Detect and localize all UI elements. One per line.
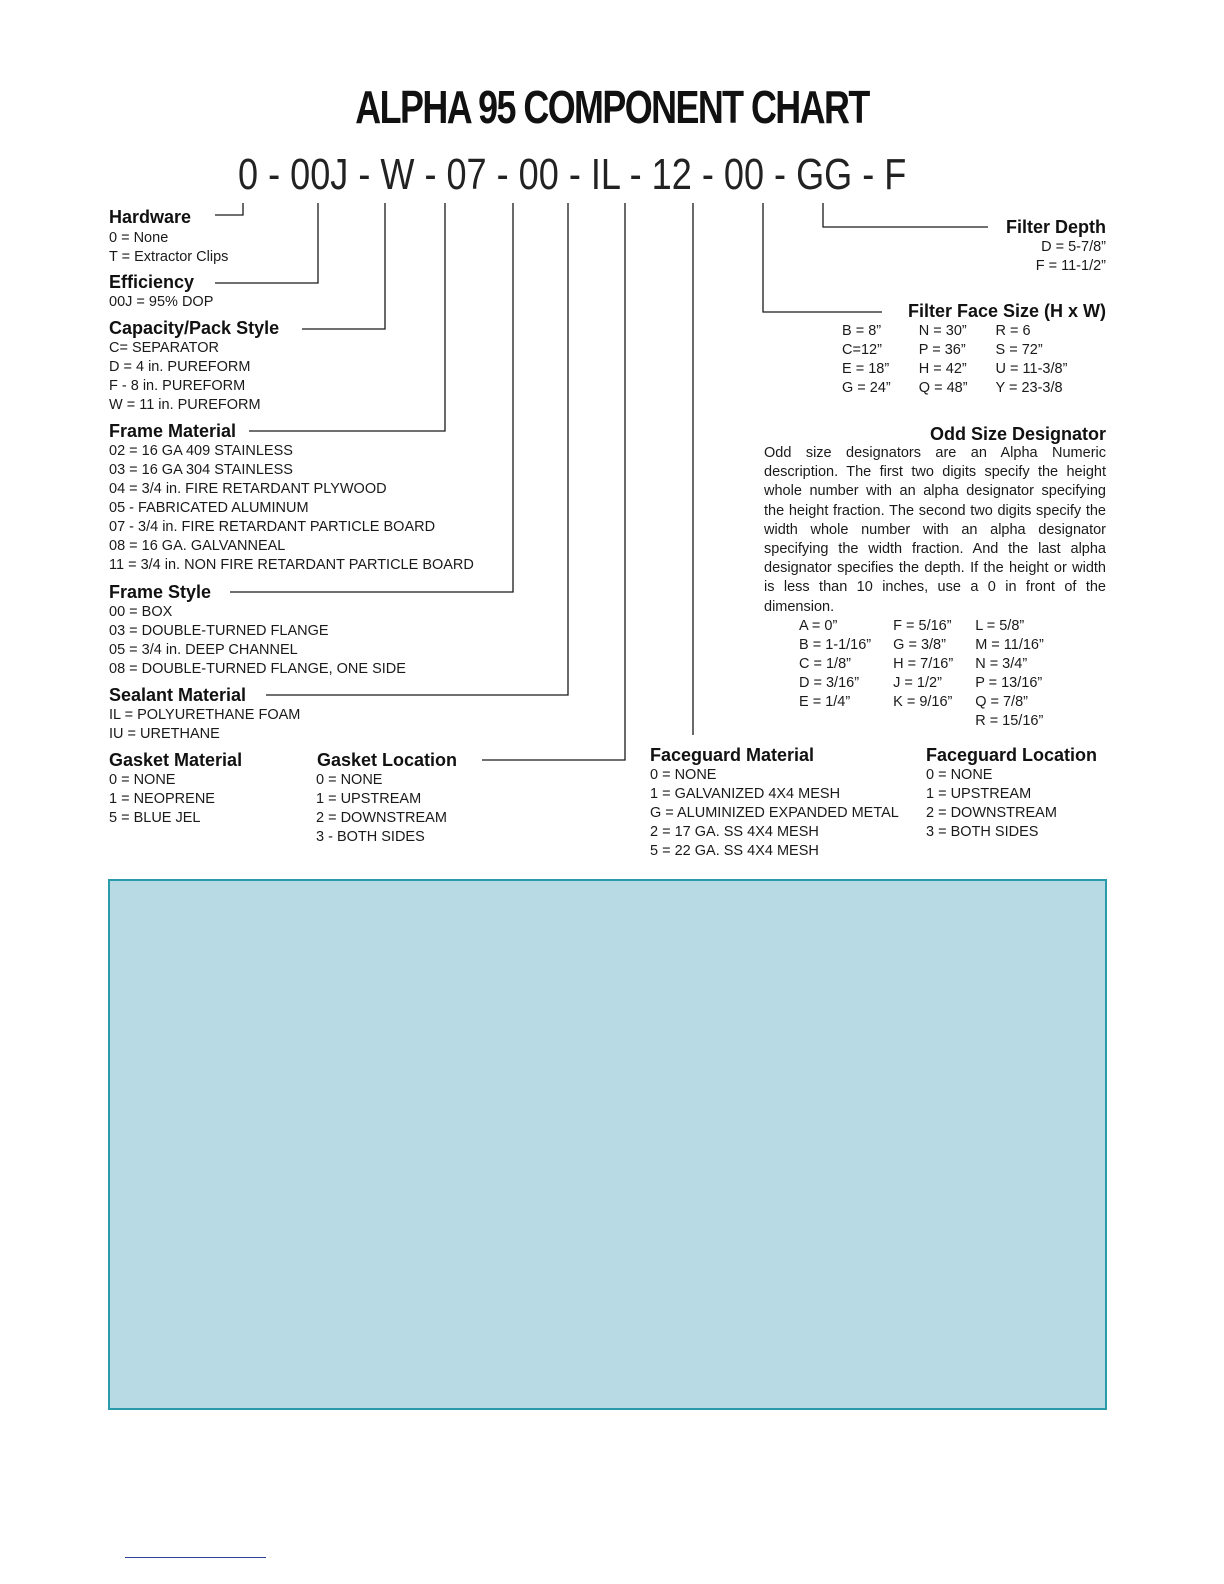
list-item: W = 11 in. PUREFORM	[109, 397, 261, 413]
list-item: F = 11-1/2”	[1035, 258, 1106, 274]
footer-rule	[125, 1557, 266, 1558]
page-title: ALPHA 95 COMPONENT CHART	[355, 81, 869, 133]
list-item: IU = URETHANE	[109, 726, 220, 742]
faceguard-material-list	[650, 766, 899, 861]
grid-item: Q = 48”	[918, 380, 968, 396]
list-item: 0 = NONE	[316, 772, 383, 788]
odd-size-description: Odd size designators are an Alpha Numeric description. The first two digits specify the height whole number with an alpha designator specifying the height fraction. The second two digits specify the width whole number with an alpha designator specifying the width fraction. And the last alpha designator specifies the depth. If the height or width is less than 10 inches, use a 0 in front of the dimension.	[764, 445, 1106, 615]
grid-item: N = 3/4”	[975, 656, 1028, 672]
list-item: 0 = None	[109, 230, 169, 246]
odd-size-heading: Odd Size Designator	[929, 424, 1106, 444]
list-item: 00J = 95% DOP	[109, 294, 214, 310]
grid-item: Q = 7/8”	[975, 694, 1028, 710]
frame-style-heading: Frame Style	[109, 582, 212, 602]
grid-item: C=12”	[842, 342, 882, 358]
sealant-list	[109, 706, 300, 744]
grid-item: R = 15/16”	[975, 713, 1044, 729]
hardware-list	[109, 229, 228, 267]
grid-item: Y = 23-3/8	[995, 380, 1063, 396]
list-item: 07 - 3/4 in. FIRE RETARDANT PARTICLE BOARD	[109, 519, 436, 535]
hardware-heading: Hardware	[109, 207, 192, 227]
list-item: 05 = 3/4 in. DEEP CHANNEL	[109, 642, 298, 658]
list-item: 03 = 16 GA 304 STAINLESS	[109, 462, 293, 478]
list-item: 2 = 17 GA. SS 4X4 MESH	[650, 824, 819, 840]
grid-item: R = 6	[995, 323, 1031, 339]
grid-item: N = 30”	[918, 323, 967, 339]
grid-item: E = 18”	[842, 361, 890, 377]
grid-item: S = 72”	[995, 342, 1043, 358]
grid-item	[893, 712, 953, 731]
grid-item	[799, 712, 871, 731]
list-item: 0 = NONE	[650, 767, 717, 783]
grid-item: E = 1/4”	[799, 694, 851, 710]
list-item: G = ALUMINIZED EXPANDED METAL	[650, 805, 899, 821]
faceguard-material-heading: Faceguard Material	[650, 745, 815, 765]
list-item: 04 = 3/4 in. FIRE RETARDANT PLYWOOD	[109, 481, 387, 497]
list-item: D = 4 in. PUREFORM	[109, 359, 251, 375]
list-item: 2 = DOWNSTREAM	[926, 805, 1057, 821]
list-item: 0 = NONE	[109, 772, 176, 788]
list-item: 0 = NONE	[926, 767, 993, 783]
list-item: 5 = 22 GA. SS 4X4 MESH	[650, 843, 819, 859]
gasket-location-list	[316, 771, 447, 847]
odd-size-grid	[799, 617, 1044, 731]
list-item: 2 = DOWNSTREAM	[316, 810, 447, 826]
filter-depth-heading: Filter Depth	[1005, 217, 1106, 237]
grid-item: G = 3/8”	[893, 637, 946, 653]
grid-item: L = 5/8”	[975, 618, 1025, 634]
efficiency-heading: Efficiency	[109, 272, 195, 292]
list-item: IL = POLYURETHANE FOAM	[109, 707, 301, 723]
grid-item: F = 5/16”	[893, 618, 952, 634]
efficiency-list	[109, 293, 213, 312]
list-item: 3 = BOTH SIDES	[926, 824, 1039, 840]
grid-item: P = 13/16”	[975, 675, 1043, 691]
list-item: F - 8 in. PUREFORM	[109, 378, 246, 394]
grid-item: D = 3/16”	[799, 675, 860, 691]
grid-item: J = 1/2”	[893, 675, 942, 691]
grid-item: H = 42”	[918, 361, 967, 377]
faceguard-location-heading: Faceguard Location	[926, 745, 1098, 765]
list-item: 5 = BLUE JEL	[109, 810, 201, 826]
list-item: 03 = DOUBLE-TURNED FLANGE	[109, 623, 329, 639]
list-item: T = Extractor Clips	[109, 249, 229, 265]
grid-item: P = 36”	[918, 342, 966, 358]
list-item: 00 = BOX	[109, 604, 173, 620]
face-size-grid	[842, 322, 1067, 398]
grid-item: B = 1-1/16”	[799, 637, 872, 653]
grid-item: M = 11/16”	[975, 637, 1044, 653]
grid-item: H = 7/16”	[893, 656, 954, 672]
frame-style-list	[109, 603, 406, 679]
list-item: 02 = 16 GA 409 STAINLESS	[109, 443, 293, 459]
capacity-list	[109, 339, 261, 415]
list-item: 08 = DOUBLE-TURNED FLANGE, ONE SIDE	[109, 661, 406, 677]
sealant-heading: Sealant Material	[109, 685, 247, 705]
frame-material-list	[109, 442, 474, 575]
part-code: 0 - 00J - W - 07 - 00 - IL - 12 - 00 - GG - F	[238, 150, 907, 199]
list-item: 05 - FABRICATED ALUMINUM	[109, 500, 309, 516]
grid-item: C = 1/8”	[799, 656, 851, 672]
gasket-material-list	[109, 771, 215, 828]
gasket-location-heading: Gasket Location	[317, 750, 458, 770]
list-item: 3 - BOTH SIDES	[316, 829, 425, 845]
info-panel	[108, 879, 1107, 1410]
grid-item: K = 9/16”	[893, 694, 953, 710]
list-item: 08 = 16 GA. GALVANNEAL	[109, 538, 286, 554]
list-item: C= SEPARATOR	[109, 340, 219, 356]
list-item: 1 = UPSTREAM	[316, 791, 422, 807]
faceguard-location-list	[926, 766, 1057, 842]
list-item: 1 = UPSTREAM	[926, 786, 1032, 802]
frame-material-heading: Frame Material	[109, 421, 237, 441]
grid-item: A = 0”	[799, 618, 838, 634]
grid-item: G = 24”	[842, 380, 891, 396]
capacity-heading: Capacity/Pack Style	[109, 318, 280, 338]
list-item: 1 = GALVANIZED 4X4 MESH	[650, 786, 841, 802]
list-item: 1 = NEOPRENE	[109, 791, 215, 807]
list-item: 11 = 3/4 in. NON FIRE RETARDANT PARTICLE BOARD	[109, 557, 474, 573]
grid-item: U = 11-3/8”	[995, 361, 1068, 377]
filter-depth-list	[1036, 238, 1106, 276]
face-size-heading: Filter Face Size (H x W)	[907, 301, 1106, 321]
gasket-material-heading: Gasket Material	[109, 750, 243, 770]
list-item: D = 5-7/8”	[1041, 239, 1106, 255]
grid-item: B = 8”	[842, 323, 882, 339]
